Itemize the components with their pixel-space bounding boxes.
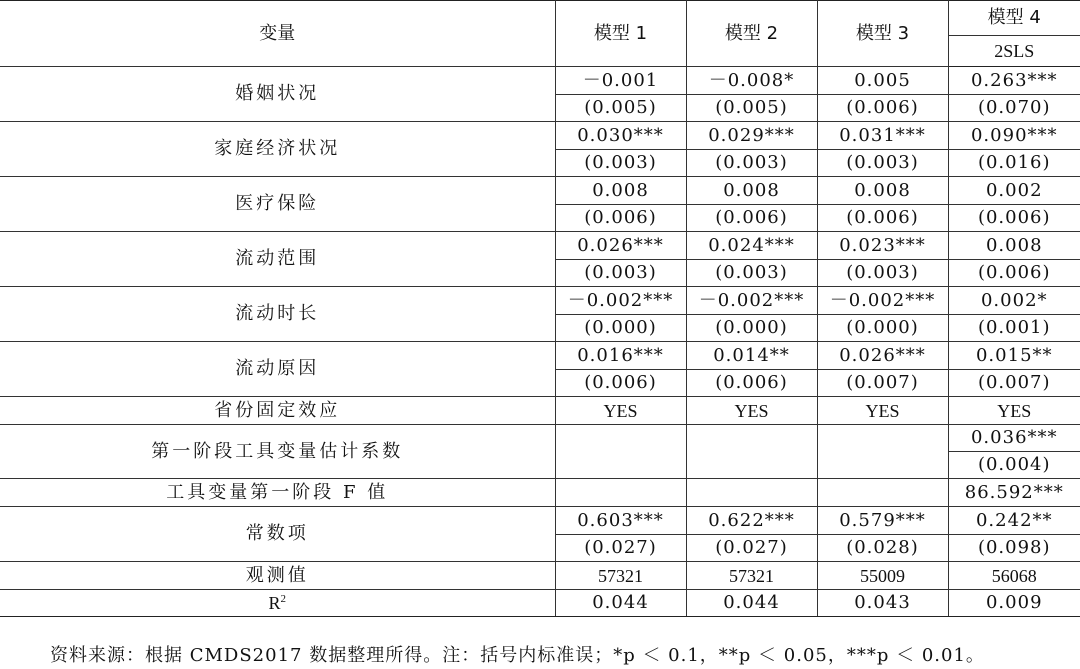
- f-value-cell: 86.592***: [948, 479, 1080, 507]
- observations-row: [0, 562, 1080, 590]
- se-cell: (0.003): [555, 150, 686, 177]
- se-cell: (0.028): [817, 535, 948, 562]
- first-stage-row: [0, 425, 1080, 452]
- header-model-1: 模型 1: [555, 1, 686, 67]
- coef-cell: 0.023***: [817, 232, 948, 260]
- se-cell: (0.003): [817, 260, 948, 287]
- table-body: [0, 67, 1080, 617]
- r2-cell: 0.043: [817, 590, 948, 617]
- se-cell: (0.003): [555, 260, 686, 287]
- variable-label: 省份固定效应: [0, 397, 555, 425]
- coef-row: [0, 342, 1080, 370]
- fe-cell: YES: [817, 397, 948, 425]
- coef-row: [0, 122, 1080, 150]
- coef-cell: 0.036***: [948, 425, 1080, 452]
- coef-cell: 0.263***: [948, 67, 1080, 95]
- se-cell: (0.004): [948, 452, 1080, 479]
- coef-cell: 0.008: [817, 177, 948, 205]
- coef-row: [0, 287, 1080, 315]
- coef-cell: 0.603***: [555, 507, 686, 535]
- constant-row: [0, 507, 1080, 535]
- r2-superscript: 2: [280, 593, 286, 605]
- obs-cell: 57321: [555, 562, 686, 590]
- r2-cell: 0.044: [686, 590, 817, 617]
- coef-cell: 0.008: [686, 177, 817, 205]
- coef-cell: 0.026***: [555, 232, 686, 260]
- header-model-2: 模型 2: [686, 1, 817, 67]
- se-cell: (0.003): [686, 260, 817, 287]
- se-cell: (0.007): [817, 370, 948, 397]
- empty-cell: [686, 425, 817, 479]
- empty-cell: [817, 479, 948, 507]
- obs-cell: 55009: [817, 562, 948, 590]
- se-cell: (0.006): [948, 205, 1080, 232]
- coef-row: [0, 177, 1080, 205]
- variable-label: 流动时长: [0, 287, 555, 342]
- se-cell: (0.003): [817, 150, 948, 177]
- se-cell: (0.070): [948, 95, 1080, 122]
- se-cell: (0.001): [948, 315, 1080, 342]
- variable-label: 婚姻状况: [0, 67, 555, 122]
- fe-cell: YES: [948, 397, 1080, 425]
- obs-cell: 57321: [686, 562, 817, 590]
- variable-label: 常数项: [0, 507, 555, 562]
- coef-cell: 0.029***: [686, 122, 817, 150]
- r2-row: [0, 590, 1080, 617]
- coef-cell: 0.014**: [686, 342, 817, 370]
- header-model-4: 模型 4: [948, 1, 1080, 36]
- empty-cell: [817, 425, 948, 479]
- coef-cell: 0.030***: [555, 122, 686, 150]
- coef-cell: －0.008*: [686, 67, 817, 95]
- fe-cell: YES: [555, 397, 686, 425]
- se-cell: (0.000): [686, 315, 817, 342]
- r2-cell: 0.044: [555, 590, 686, 617]
- fixed-effects-row: [0, 397, 1080, 425]
- se-cell: (0.006): [817, 205, 948, 232]
- se-cell: (0.003): [686, 150, 817, 177]
- coef-cell: 0.242**: [948, 507, 1080, 535]
- se-cell: (0.007): [948, 370, 1080, 397]
- variable-label: 医疗保险: [0, 177, 555, 232]
- variable-label: 工具变量第一阶段 F 值: [0, 479, 555, 507]
- se-cell: (0.005): [686, 95, 817, 122]
- coef-cell: 0.024***: [686, 232, 817, 260]
- se-cell: (0.006): [555, 370, 686, 397]
- header-model-3: 模型 3: [817, 1, 948, 67]
- coef-row: [0, 67, 1080, 95]
- coef-cell: 0.031***: [817, 122, 948, 150]
- header-model-4-method: 2SLS: [948, 36, 1080, 67]
- header-row: [0, 1, 1080, 36]
- coef-cell: 0.016***: [555, 342, 686, 370]
- coef-cell: －0.002***: [686, 287, 817, 315]
- variable-label: 第一阶段工具变量估计系数: [0, 425, 555, 479]
- se-cell: (0.098): [948, 535, 1080, 562]
- r2-label: R: [268, 593, 281, 613]
- se-cell: (0.000): [555, 315, 686, 342]
- se-cell: (0.006): [555, 205, 686, 232]
- r2-cell: 0.009: [948, 590, 1080, 617]
- coef-cell: －0.001: [555, 67, 686, 95]
- coef-cell: －0.002***: [555, 287, 686, 315]
- empty-cell: [555, 479, 686, 507]
- se-cell: (0.006): [686, 205, 817, 232]
- coef-cell: 0.579***: [817, 507, 948, 535]
- variable-label-r2: [0, 590, 555, 617]
- se-cell: (0.006): [817, 95, 948, 122]
- coef-cell: 0.005: [817, 67, 948, 95]
- se-cell: (0.027): [686, 535, 817, 562]
- coef-cell: 0.002*: [948, 287, 1080, 315]
- se-cell: (0.000): [817, 315, 948, 342]
- coef-cell: 0.002: [948, 177, 1080, 205]
- header-variable: 变量: [0, 1, 555, 67]
- coef-cell: 0.008: [555, 177, 686, 205]
- fe-cell: YES: [686, 397, 817, 425]
- variable-label: 流动范围: [0, 232, 555, 287]
- empty-cell: [686, 479, 817, 507]
- variable-label: 观测值: [0, 562, 555, 590]
- coef-cell: 0.090***: [948, 122, 1080, 150]
- table-note: 资料来源：根据 CMDS2017 数据整理所得。注：括号内标准误；*p ＜ 0.1，**p ＜ 0.05，***p ＜ 0.01。: [50, 645, 985, 666]
- coef-cell: 0.008: [948, 232, 1080, 260]
- coef-cell: 0.026***: [817, 342, 948, 370]
- se-cell: (0.006): [948, 260, 1080, 287]
- se-cell: (0.006): [686, 370, 817, 397]
- coef-cell: 0.015**: [948, 342, 1080, 370]
- obs-cell: 56068: [948, 562, 1080, 590]
- coef-cell: －0.002***: [817, 287, 948, 315]
- se-cell: (0.016): [948, 150, 1080, 177]
- se-cell: (0.005): [555, 95, 686, 122]
- coef-cell: 0.622***: [686, 507, 817, 535]
- first-stage-f-row: [0, 479, 1080, 507]
- se-cell: (0.027): [555, 535, 686, 562]
- variable-label: 流动原因: [0, 342, 555, 397]
- variable-label: 家庭经济状况: [0, 122, 555, 177]
- coef-row: [0, 232, 1080, 260]
- empty-cell: [555, 425, 686, 479]
